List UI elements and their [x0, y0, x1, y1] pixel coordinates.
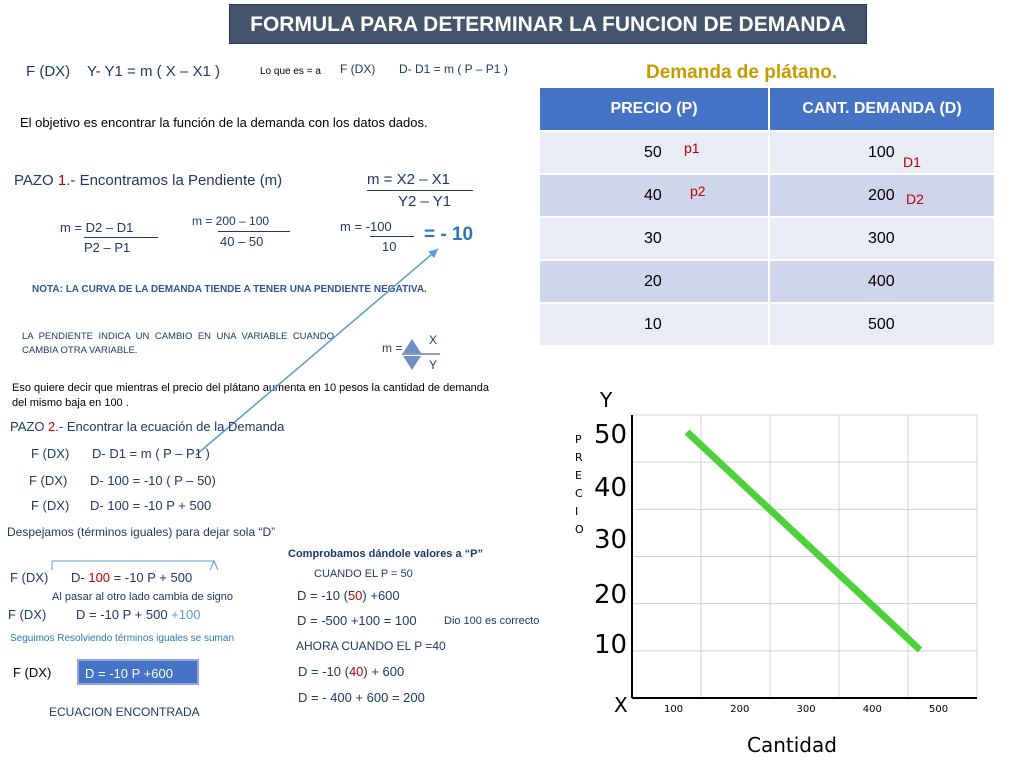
y-tick-label: 40: [594, 473, 628, 503]
table-row: [540, 131, 995, 174]
table-cell: 200 D2: [769, 174, 995, 217]
table-row: [540, 303, 995, 345]
final-fdx: F (DX): [13, 665, 52, 680]
y-axis-title-letter: P: [575, 433, 582, 446]
y-tick-label: 50: [594, 420, 628, 450]
x-tick-label: 400: [862, 704, 882, 715]
x-axis-title: Cantidad: [747, 733, 837, 757]
table-cell: 30: [540, 217, 769, 260]
demand-table: [540, 88, 996, 345]
eq3: D- 100 = -10 P + 500: [90, 498, 212, 513]
y-axis-title-letter: C: [575, 487, 583, 500]
table-row: [540, 174, 995, 217]
d1-label: D1: [903, 154, 921, 170]
eq3-fdx: F (DX): [31, 498, 70, 513]
despejamos-text: Despejamos (términos iguales) para dejar sola “D”: [7, 525, 276, 539]
desp1-fdx: F (DX): [10, 570, 49, 585]
slope-values-den: 40 – 50: [220, 234, 264, 249]
slope-final-result: = - 10: [424, 224, 474, 245]
seguimos-text: Seguimos Resolviendo términos iguales se suman: [10, 633, 235, 644]
desp1-eq: D- 100 = -10 P + 500: [71, 570, 193, 585]
m-triangle-label: m =: [382, 341, 403, 355]
table-cell: 40 p2: [540, 174, 769, 217]
table-cell: 500: [769, 303, 995, 345]
slope-demand-num: m = D2 – D1: [60, 220, 134, 235]
slope-result-num: m = -100: [340, 219, 392, 234]
header-cantidad: CANT. DEMANDA (D): [769, 88, 995, 131]
eq2: D- 100 = -10 ( P – 50): [90, 473, 216, 488]
table-cell: 100 D1: [769, 131, 995, 174]
header-precio: PRECIO (P): [540, 88, 769, 131]
table-row: [540, 217, 995, 260]
demand-chart: [560, 380, 1000, 760]
x-tick-label: 100: [664, 704, 684, 715]
al-pasar-text: Al pasar al otro lado cambia de signo: [52, 591, 233, 603]
x-tick-label: 300: [796, 704, 816, 715]
check3-eq: D = -10 (40) + 600: [298, 664, 405, 679]
d2-label: D2: [906, 191, 924, 207]
nota-text: NOTA: LA CURVA DE LA DEMANDA TIENDE A TENER UNA PENDIENTE NEGATIVA.: [32, 284, 427, 295]
p1-label: p1: [684, 140, 700, 156]
slope-values-num: m = 200 – 100: [192, 214, 270, 228]
table-cell: 50 p1: [540, 131, 769, 174]
ecuacion-encontrada-text: ECUACION ENCONTRADA: [49, 705, 200, 719]
demand-curve-line: [687, 432, 920, 650]
table-cell: 10: [540, 303, 769, 345]
eq2-fdx: F (DX): [29, 473, 68, 488]
meaning-text: Eso quiere decir que mientras el precio del plátano aumenta en 10 pesos la cantidad de demanda del mismo baja en 100 .: [12, 382, 489, 409]
check1-eq: D = -10 (50) +600: [297, 588, 400, 603]
y-tick-label: 30: [594, 525, 628, 555]
cuando-40-text: AHORA CUANDO EL P =40: [296, 639, 446, 653]
page-title: FORMULA PARA DETERMINAR LA FUNCION DE DEMANDA: [229, 4, 867, 44]
y-tick-label: 10: [594, 630, 628, 660]
correcto-text: Dio 100 es correcto: [444, 615, 540, 627]
table-caption: Demanda de plátano.: [646, 62, 838, 83]
slope-formula-den: Y2 – Y1: [398, 193, 452, 210]
final-equation: D = -10 P +600: [77, 659, 199, 685]
lo-que-es-text: Lo que es = a: [260, 66, 321, 77]
fdx-label: F (DX): [26, 63, 71, 80]
y-axis-title-letter: E: [575, 469, 582, 482]
desp2-fdx: F (DX): [8, 607, 47, 622]
step2-heading: PAZO 2.- Encontrar la ecuación de la Demanda: [10, 419, 285, 434]
check4-eq: D = - 400 + 600 = 200: [298, 690, 425, 705]
y-axis-title-letter: O: [575, 523, 584, 536]
eq1: D- D1 = m ( P – P1 ): [92, 446, 210, 461]
y-axis-letter: Y: [600, 388, 613, 412]
table-cell: 400: [769, 260, 995, 303]
m-triangle-x: X: [429, 333, 438, 347]
objective-text: El objetivo es encontrar la función de la demanda con los datos dados.: [20, 115, 428, 130]
general-line-formula: Y- Y1 = m ( X – X1 ): [87, 63, 220, 80]
p2-label: p2: [690, 183, 706, 199]
y-axis-title-letter: R: [575, 451, 583, 464]
x-tick-label: 200: [730, 704, 750, 715]
eq1-fdx: F (DX): [31, 446, 70, 461]
pendiente-text: LA PENDIENTE INDICA UN CAMBIO EN UNA VARIABLE CUANDO CAMBIA OTRA VARIABLE.: [22, 331, 334, 356]
fdx-label-2: F (DX): [340, 62, 376, 76]
comprobamos-text: Comprobamos dándole valores a “P”: [288, 548, 483, 560]
table-cell: 300: [769, 217, 995, 260]
y-axis-title-letter: I: [575, 505, 579, 518]
step1-heading: PAZO 1.- Encontramos la Pendiente (m): [14, 172, 283, 189]
x-tick-label: 500: [929, 704, 949, 715]
desp2-eq: D = -10 P + 500 +100: [76, 607, 201, 622]
x-axis-letter: X: [614, 693, 628, 717]
demand-line-formula: D- D1 = m ( P – P1 ): [399, 62, 508, 76]
check2-eq: D = -500 +100 = 100: [297, 613, 417, 628]
slope-result-den: 10: [382, 239, 397, 254]
table-row: [540, 260, 995, 303]
table-cell: 20: [540, 260, 769, 303]
m-triangle-y: Y: [429, 358, 438, 372]
slope-formula-num: m = X2 – X1: [367, 171, 450, 188]
cuando-50-text: CUANDO EL P = 50: [314, 568, 413, 580]
slope-demand-den: P2 – P1: [84, 240, 131, 255]
y-tick-label: 20: [594, 580, 628, 610]
